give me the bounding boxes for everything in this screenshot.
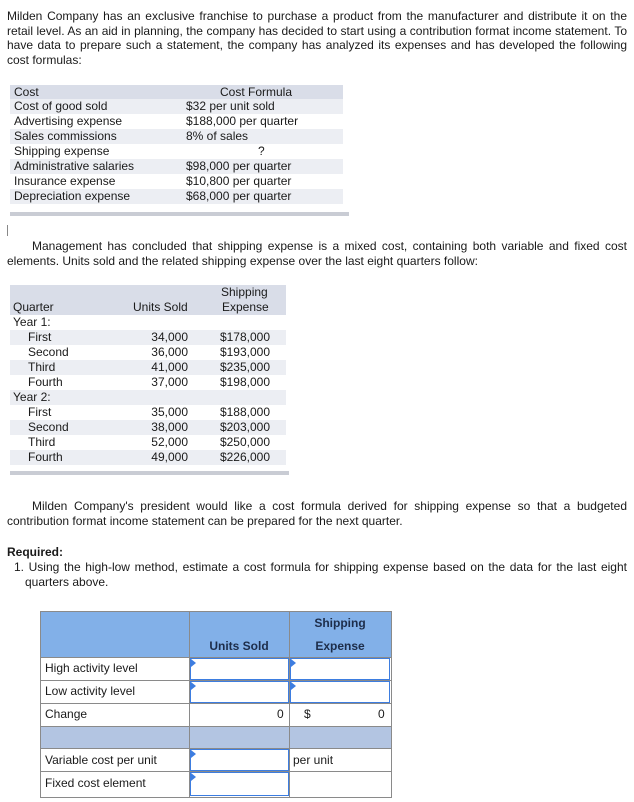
expense-header: Expense <box>222 300 269 314</box>
high-expense-input[interactable] <box>290 658 390 680</box>
units-header: Units Sold <box>133 300 188 314</box>
units-value: 34,000 <box>151 330 188 344</box>
table-row <box>10 144 343 159</box>
table-row <box>10 129 343 144</box>
quarter-name: Second <box>28 345 69 359</box>
cost-table-header <box>10 85 343 99</box>
cost-formula-unknown: ? <box>258 144 265 158</box>
fixed-cost-label: Fixed cost element <box>45 776 146 790</box>
table-divider <box>10 471 289 475</box>
grid-shipping-header: Shipping <box>314 616 366 630</box>
cost-name: Advertising expense <box>14 114 123 128</box>
cost-formula-table <box>10 85 343 204</box>
cost-formula: 8% of sales <box>186 129 249 143</box>
cost-formula: $32 per unit sold <box>186 99 275 113</box>
grid-units-header: Units Sold <box>209 639 269 653</box>
variable-cost-input[interactable] <box>190 749 289 771</box>
variable-cost-label: Variable cost per unit <box>45 753 157 767</box>
low-units-input[interactable] <box>190 681 289 703</box>
cost-name: Administrative salaries <box>14 159 135 173</box>
units-value: 49,000 <box>151 450 188 464</box>
quarter-name: Fourth <box>28 450 63 464</box>
cost-name: Shipping expense <box>14 144 110 158</box>
intro-paragraph: Milden Company has an exclusive franchise to purchase a product from the manufacturer and distribute it on the retail level. As an aid in planning, the company has decided to start using a contribution format income statement. To have data to prepare such a statement, the company has analyzed its expenses and has developed the following cost formulas: <box>7 9 627 67</box>
quarter-name: First <box>28 405 52 419</box>
change-label: Change <box>45 707 88 721</box>
expense-value: $226,000 <box>219 450 270 464</box>
president-paragraph: Milden Company's president would like a cost formula derived for shipping expense so that a budgeted contribution format income statement can be prepared for the next quarter. <box>7 499 627 528</box>
required-item: 1. Using the high-low method, estimate a cost formula for shipping expense based on the data for the last eight quarters above. <box>14 560 627 589</box>
cost-name: Sales commissions <box>14 129 117 143</box>
expense-value: $178,000 <box>219 330 270 344</box>
high-activity-label: High activity level <box>45 661 138 675</box>
high-units-input[interactable] <box>190 658 289 680</box>
change-units-value: 0 <box>277 707 284 721</box>
shipping-header: Shipping <box>221 285 268 299</box>
cost-formula: $188,000 per quarter <box>186 114 299 128</box>
quarter-header: Quarter <box>13 300 54 314</box>
change-expense-value: 0 <box>378 707 385 721</box>
units-value: 52,000 <box>151 435 188 449</box>
management-paragraph: Management has concluded that shipping expense is a mixed cost, containing both variable and fixed cost elements. Units sold and the related shipping expense over the last eight quarters follow: <box>7 239 627 268</box>
year-2-label: Year 2: <box>13 390 51 404</box>
units-value: 36,000 <box>151 345 188 359</box>
formula-header: Cost Formula <box>220 85 293 99</box>
table-row <box>10 99 343 114</box>
fixed-cost-input[interactable] <box>190 772 289 796</box>
required-label: Required: <box>7 545 64 559</box>
low-expense-input[interactable] <box>290 681 390 703</box>
text-cursor <box>7 225 8 236</box>
expense-value: $188,000 <box>219 405 270 419</box>
expense-value: $203,000 <box>219 420 270 434</box>
expense-value: $235,000 <box>219 360 270 374</box>
units-value: 35,000 <box>151 405 188 419</box>
quarter-name: Third <box>28 360 56 374</box>
grid-separator-bar <box>41 726 391 748</box>
per-unit-label: per unit <box>293 753 334 767</box>
table-row <box>10 174 343 189</box>
cost-header: Cost <box>14 85 39 99</box>
grid-expense-header: Expense <box>315 639 365 653</box>
dollar-sign: $ <box>304 707 311 721</box>
units-value: 37,000 <box>151 375 188 389</box>
expense-value: $193,000 <box>219 345 270 359</box>
table-divider <box>10 212 349 216</box>
cost-name: Cost of good sold <box>14 99 108 113</box>
expense-value: $250,000 <box>219 435 270 449</box>
table-row <box>10 114 343 129</box>
cost-formula: $98,000 per quarter <box>186 159 292 173</box>
low-activity-label: Low activity level <box>45 684 136 698</box>
units-value: 41,000 <box>151 360 188 374</box>
quarter-name: Second <box>28 420 69 434</box>
year-1-label: Year 1: <box>13 315 51 329</box>
cost-formula: $68,000 per quarter <box>186 189 292 203</box>
cost-name: Insurance expense <box>14 174 116 188</box>
cost-name: Depreciation expense <box>14 189 131 203</box>
cost-formula: $10,800 per quarter <box>186 174 292 188</box>
high-low-answer-grid <box>40 611 392 798</box>
quarter-name: Third <box>28 435 56 449</box>
table-row <box>10 189 343 204</box>
units-value: 38,000 <box>151 420 188 434</box>
quarter-name: Fourth <box>28 375 63 389</box>
table-row <box>10 159 343 174</box>
expense-value: $198,000 <box>219 375 270 389</box>
quarter-name: First <box>28 330 52 344</box>
